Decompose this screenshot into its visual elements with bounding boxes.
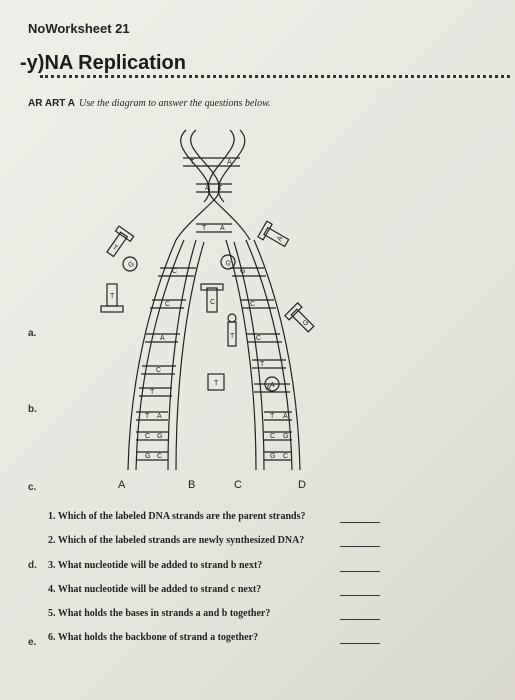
worksheet-number: NoWorksheet 21 xyxy=(28,21,130,36)
rung-base-right: C xyxy=(250,301,256,308)
strand-label-c: C xyxy=(234,479,242,491)
rung-base-right: T xyxy=(260,361,265,368)
svg-text:T: T xyxy=(214,380,219,387)
svg-text:G: G xyxy=(301,318,311,328)
margin-letter-e: e. xyxy=(28,637,37,648)
bottom-pair-right-base: C xyxy=(283,453,289,460)
pair-base: T xyxy=(202,225,207,232)
svg-text:A: A xyxy=(276,235,285,243)
question-6: 6. What holds the backbone of strand a together? xyxy=(48,632,259,643)
svg-text:A: A xyxy=(270,382,275,389)
question-5: 5. What holds the bases in strands a and b together? xyxy=(48,608,271,619)
question-4: 4. What nucleotide will be added to strand c next? xyxy=(48,584,262,595)
free-nucleotide xyxy=(101,284,123,312)
answer-blank-3[interactable] xyxy=(340,571,380,572)
svg-text:G: G xyxy=(127,260,136,270)
bottom-pair-left-base: T xyxy=(145,413,150,420)
question-3: 3. What nucleotide will be added to strand b next? xyxy=(48,560,263,571)
rung-base-left: C xyxy=(156,367,162,374)
svg-text:T: T xyxy=(230,333,235,340)
margin-letter-b: b. xyxy=(28,404,37,415)
bottom-pair-right-base: G xyxy=(283,433,289,440)
answer-blank-2[interactable] xyxy=(340,546,380,547)
bottom-pair-left-base: G xyxy=(270,453,276,460)
svg-text:G: G xyxy=(223,259,232,269)
page-title: -y)NA Replication xyxy=(20,52,186,74)
rung-base-right: G xyxy=(240,268,246,275)
question-1: 1. Which of the labeled DNA strands are the parent strands? xyxy=(48,511,306,522)
bottom-pair-right-base: G xyxy=(157,433,163,440)
rung-base-left: A xyxy=(160,335,165,342)
rung-base-left: C xyxy=(172,268,178,275)
free-nucleotide xyxy=(201,284,223,312)
bottom-pair-left-base: C xyxy=(145,433,151,440)
margin-letter-c: c. xyxy=(28,482,37,493)
answer-blank-6[interactable] xyxy=(340,643,380,644)
bottom-pair-left-base: T xyxy=(270,413,275,420)
answer-blank-5[interactable] xyxy=(340,619,380,620)
strand-label-b: B xyxy=(188,479,196,491)
bottom-pair-left-base: C xyxy=(270,433,276,440)
rung-base-left: C xyxy=(165,301,171,308)
bottom-pair-right-base: A xyxy=(157,413,162,420)
free-nucleotide xyxy=(218,252,237,271)
svg-text:C: C xyxy=(210,299,216,306)
strand-label-d: D xyxy=(298,479,306,491)
free-nucleotide xyxy=(208,374,224,390)
free-nucleotide xyxy=(285,303,318,336)
top-pair-right-base: A xyxy=(227,159,232,166)
instructions: Use the diagram to answer the questions below. xyxy=(79,98,271,109)
answer-blank-1[interactable] xyxy=(340,522,380,523)
pair-base: A xyxy=(205,185,210,192)
strand-label-a: A xyxy=(118,479,126,491)
part-label: AR ART A xyxy=(28,98,76,109)
bottom-pair-right-base: A xyxy=(283,413,288,420)
answer-blank-4[interactable] xyxy=(340,595,380,596)
svg-text:T: T xyxy=(110,293,115,300)
free-nucleotide xyxy=(258,221,291,251)
top-pair-left-base: T xyxy=(190,159,195,166)
bottom-pair-right-base: C xyxy=(157,453,163,460)
svg-text:T: T xyxy=(110,244,119,253)
bottom-pair-left-base: G xyxy=(145,453,151,460)
rung-base-left: T xyxy=(150,389,155,396)
free-nucleotide xyxy=(120,254,139,273)
free-nucleotide xyxy=(228,314,236,346)
margin-letter-a: a. xyxy=(28,328,37,339)
pair-base: T xyxy=(218,185,223,192)
pair-base: A xyxy=(220,225,225,232)
free-nucleotide xyxy=(103,226,134,259)
margin-letter-d: d. xyxy=(28,560,37,571)
question-2: 2. Which of the labeled strands are newly synthesized DNA? xyxy=(48,535,305,546)
rung-base-right: A xyxy=(266,385,271,392)
strand-d-inner xyxy=(254,240,300,470)
rung-base-right: C xyxy=(256,335,262,342)
